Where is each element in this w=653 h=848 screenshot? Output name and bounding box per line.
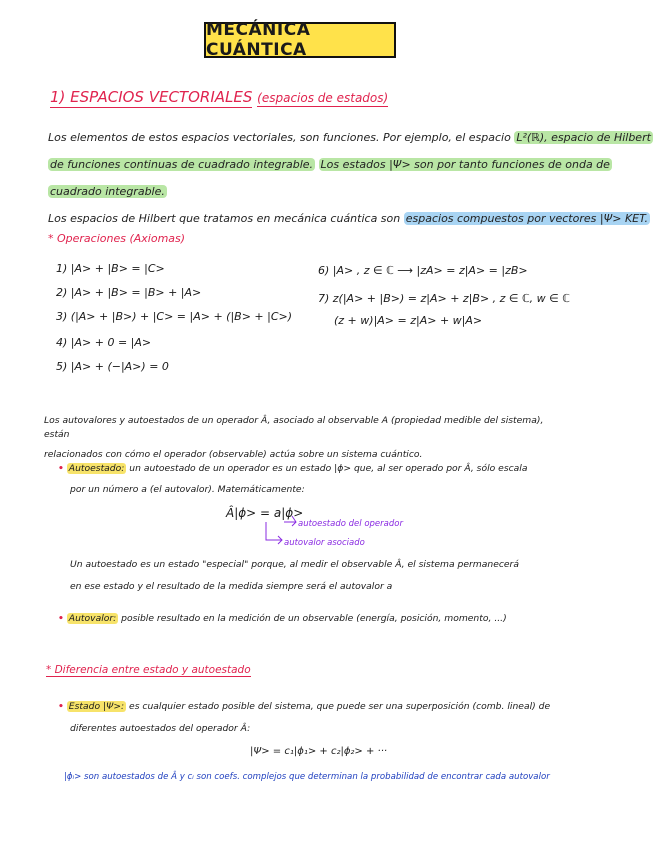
eigen-formula: Â|ϕ> = a|ϕ> bbox=[226, 506, 304, 520]
autoestado-text-1: un autoestado de un operador es un estado |ϕ> que, al ser operado por Â, sólo escala bbox=[129, 463, 528, 474]
axiom-4: 4) |A> + 0 = |A> bbox=[56, 336, 152, 349]
para1-space: L²(ℝ), espacio de Hilbert bbox=[516, 131, 651, 144]
eigenstates-note: |ϕᵢ> son autoestados de Â y cᵢ son coefs. complejos que determinan la probabilidad de encontrar cada autovalor bbox=[64, 772, 550, 782]
para2-text-a: Los espacios de Hilbert que tratamos en mecánica cuántica son bbox=[48, 212, 401, 225]
estado-label: Estado |Ψ>: bbox=[68, 701, 125, 712]
superposition-formula: |Ψ> = c₁|ϕ₁> + c₂|ϕ₂> + ··· bbox=[250, 746, 388, 757]
estado-text-2: diferentes autoestados del operador Â: bbox=[70, 723, 251, 734]
page-title: MECÁNICA CUÁNTICA bbox=[206, 20, 311, 60]
eigen-intro-line1: Los autovalores y autoestados de un operador Â, asociado al observable A (propiedad medible del sistema), están bbox=[44, 415, 544, 440]
para2-highlight: espacios compuestos por vectores |Ψ> KET. bbox=[405, 212, 649, 225]
difference-heading-text: * Diferencia entre estado y autoestado bbox=[46, 664, 251, 676]
section-heading-main: 1) ESPACIOS VECTORIALES bbox=[50, 88, 253, 106]
axiom-7b: (z + w)|A> = z|A> + w|A> bbox=[334, 314, 483, 327]
autoestado-label: Autoestado: bbox=[68, 463, 125, 474]
special-line1: Un autoestado es un estado "especial" porque, al medir el observable Â, el sistema permanecerá bbox=[70, 559, 519, 570]
axiom-6: 6) |A> , z ∈ ℂ ⟶ |zA> = z|A> = |zB> bbox=[318, 264, 528, 277]
para1-text-c: Los estados |Ψ> son por tanto funciones de onda de bbox=[320, 158, 610, 171]
axiom-5: 5) |A> + (−|A>) = 0 bbox=[56, 360, 169, 373]
arrow-head-eigenstate-icon bbox=[292, 516, 296, 526]
para1-text-a: Los elementos de estos espacios vectoriales, son funciones. Por ejemplo, el espacio bbox=[48, 131, 511, 144]
section-heading-paren: (espacios de estados) bbox=[257, 91, 389, 105]
axiom-1: 1) |A> + |B> = |C> bbox=[56, 262, 165, 275]
para1-text-d: cuadrado integrable. bbox=[50, 185, 165, 198]
bullet-icon: • bbox=[58, 613, 64, 624]
axiom-3: 3) (|A> + |B>) + |C> = |A> + (|B> + |C>) bbox=[56, 310, 293, 323]
note-eigenvalue: autovalor asociado bbox=[284, 538, 365, 548]
operations-label: * Operaciones (Axiomas) bbox=[48, 232, 186, 245]
axiom-2: 2) |A> + |B> = |B> + |A> bbox=[56, 286, 202, 299]
axiom-7: 7) z(|A> + |B>) = z|A> + z|B> , z ∈ ℂ, w ∈ ℂ bbox=[318, 292, 570, 305]
special-line2: en ese estado y el resultado de la medida siempre será el autovalor a bbox=[70, 581, 393, 592]
bullet-icon: • bbox=[58, 701, 64, 712]
eigen-intro-line2: relacionados con cómo el operador (observable) actúa sobre un sistema cuántico. bbox=[44, 449, 423, 460]
note-eigenstate: autoestado del operador bbox=[298, 519, 403, 529]
autovalor-text: posible resultado en la medición de un observable (energía, posición, momento, ...) bbox=[121, 613, 507, 624]
bullet-icon: • bbox=[58, 463, 64, 474]
autovalor-label: Autovalor: bbox=[68, 613, 117, 624]
estado-text-1: es cualquier estado posible del sistema, que puede ser una superposición (comb. lineal) de bbox=[129, 701, 551, 712]
para1-text-b: de funciones continuas de cuadrado integrable. bbox=[50, 158, 314, 171]
autoestado-text-2: por un número a (el autovalor). Matemáticamente: bbox=[70, 484, 305, 495]
